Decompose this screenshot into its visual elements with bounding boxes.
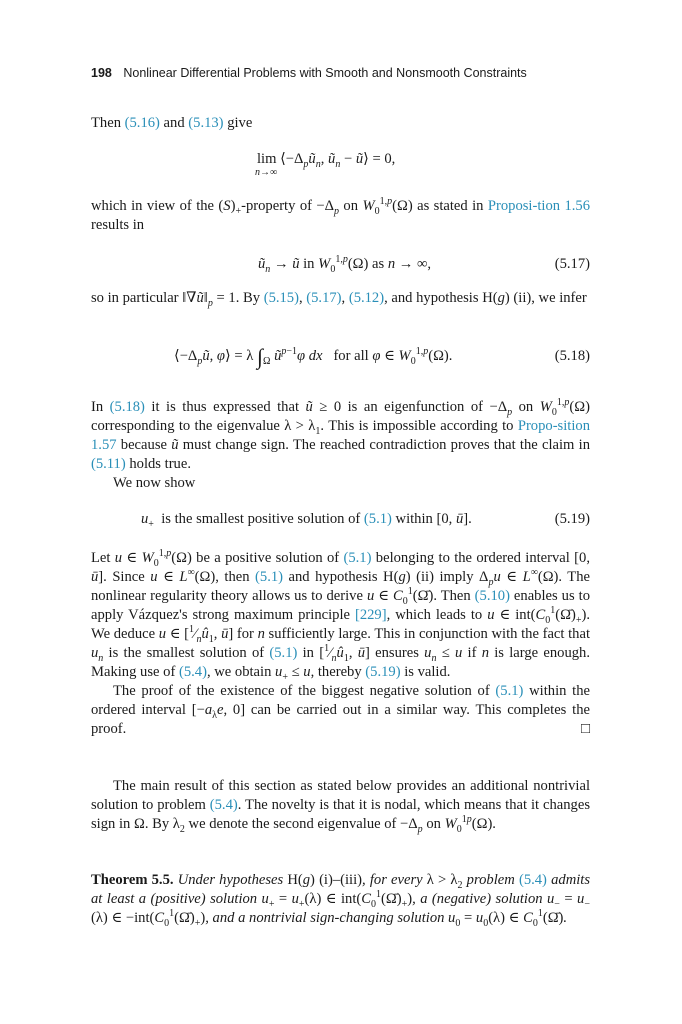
running-title: Nonlinear Differential Problems with Smooth and Nonsmooth Constraints <box>123 66 527 80</box>
page-number: 198 <box>91 66 112 80</box>
ref-link[interactable]: (5.16) <box>124 115 160 131</box>
paragraph-1: Then (5.16) and (5.13) give <box>91 115 253 131</box>
paragraph-5: Let u ∈ $W_0^{1,p}(\Omega)$ be a positive solution of (5.1) belonging to the ordered interval [0, ū]. Since u ∈ L∞(Ω), then (5.1) and hypothesis H(g) (ii) imply $\Delta_pu$ ∈ L∞(Ω). The nonlinear regularity theory allows us to derive u ∈ $C_0^1(\Omegā)$. Then (5.10) enables us to apply Vázquez's strong maximum principle [229], which leads to u ∈ $int(C_0^1(\Omegā)_+)$. We deduce u ∈ [$^1⁄_nû_1$, ū] for n sufficiently large. This in conjunction with the fact that $u_n$ is the smallest solution of (5.1) in [$^1⁄_nû_1$, ū] ensures $u_n \le u$ if n is large enough. Making use of (5.4), we obtain $u_+ \le u$, thereby (5.19) is valid. The proof of the existence of the biggest negative solution of (5.1) within the ordered interval [$-a_\lambda e$, 0] can be carried out in a similar way. This completes the proof. □ <box>91 548 591 737</box>
ref-link[interactable]: (5.4) <box>518 872 547 888</box>
ref-link[interactable]: (5.1) <box>495 683 524 699</box>
paragraph-2: which in view of the $(S)_+$-property of $-\Delta_p$ on $W_0^{1,p}(\Omega)$ as stated in Proposi-tion 1.56 results in <box>91 196 590 233</box>
ref-link[interactable]: (5.1) <box>255 569 284 585</box>
ref-link[interactable]: (5.12) <box>348 290 385 306</box>
ref-link[interactable]: (5.17) <box>306 290 342 306</box>
equation-5-19: $u_+$ is the smallest positive solution of (5.1) within [0, ū]. <box>141 511 472 530</box>
ref-link[interactable]: (5.1) <box>343 550 372 566</box>
ref-link[interactable]: (5.1) <box>269 645 298 661</box>
ref-link[interactable]: (5.15) <box>263 290 299 306</box>
ref-link[interactable]: [229] <box>354 607 387 623</box>
ref-link[interactable]: (5.19) <box>365 664 401 680</box>
ref-link[interactable]: (5.10) <box>474 588 510 604</box>
equation-5-17: $ũ_n$ → ũ in $W_0^{1,p}(\Omega)$ as n → ∞, <box>258 254 432 275</box>
running-header <box>91 66 527 80</box>
paragraph-6: The main result of this section as stated below provides an additional nontrivial solution to problem (5.4). The novelty is that it is nodal, which means that it changes sign in Ω. By $\lambda_2$ we denote the second eigenvalue of $-\Delta_p$ on $W_0^{1p}(\Omega)$. <box>91 778 590 835</box>
limit-subscript: n→∞ <box>255 167 278 178</box>
paragraph-4: In (5.18) it is thus expressed that ũ ≥ 0 is an eigenfunction of $-\Delta_p$ on $W_0^{1,p}(\Omega)$ corresponding to the eigenvalue $\lambda > \lambda_1$. This is impossible according to Propo-sition 1.57 because ũ must change sign. The reached contradiction proves that the claim in (5.11) holds true. We now show <box>91 397 591 491</box>
ref-link[interactable]: (5.4) <box>209 797 238 813</box>
ref-link[interactable]: (5.1) <box>363 511 392 527</box>
equation-limit: $\lim ⟨-\Delta_pũ_n$, $ũ_n$ − ũ⟩ = 0, <box>257 151 396 170</box>
theorem-label: Theorem 5.5. <box>91 872 174 888</box>
ref-link[interactable]: Propo-sition 1.57 <box>91 418 590 453</box>
ref-link[interactable]: (5.11) <box>91 456 126 472</box>
paragraph-3: so in particular $‖\nabla ũ‖_p = 1$. By (5.15), (5.17), (5.12), and hypothesis H(g) (ii), we infer <box>91 290 587 309</box>
equation-number: (5.19) <box>554 511 590 527</box>
theorem-5-5: Theorem 5.5. Under hypotheses H(g) (i)–(iii), for every $\lambda > \lambda_2$ problem (5.4) admits at least a (positive) solution $u_+ = u_+(\lambda)$ ∈ $int(C_0^1(\Omegā)_+)$, a (negative) solution $u_- = u_-(\lambda)$ ∈ $-int(C_0^1(\Omegā)_+)$, and a nontrivial sign-changing solution $u_0 = u_0(\lambda)$ ∈ $C_0^1(\Omegā)$. <box>91 872 591 929</box>
ref-link[interactable]: (5.18) <box>109 399 145 415</box>
equation-5-18: $⟨-\Delta_pũ$, φ⟩ = λ $\int_\Omega$ $ũ^{p-1}\varphi$ dx for all φ ∈ $W_0^{1,p}(\Omega)$. <box>174 344 453 369</box>
equation-number: (5.17) <box>554 256 590 272</box>
ref-link[interactable]: (5.4) <box>178 664 207 680</box>
ref-link[interactable]: Proposi-tion 1.56 <box>487 198 590 214</box>
ref-link[interactable]: (5.13) <box>188 115 224 131</box>
qed-symbol: □ <box>580 721 590 737</box>
equation-number: (5.18) <box>554 348 590 364</box>
